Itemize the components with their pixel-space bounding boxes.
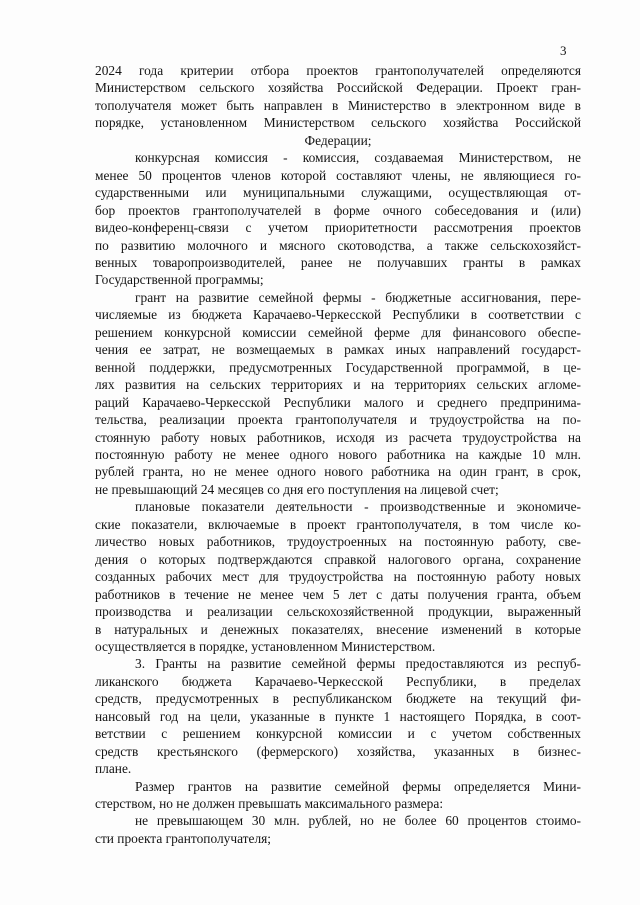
- page-number: 3: [560, 43, 567, 58]
- text-line: порядке, установленном Министерством сельского хозяйства Российской: [95, 115, 581, 131]
- paragraph-first-line: конкурсная комиссия - комиссия, создаваемая Министерством, не: [135, 150, 581, 166]
- paragraph-first-line: плановые показатели деятельности - производственные и экономиче-: [135, 499, 581, 515]
- text-line: чения ее затрат, не возмещаемых в рамках иных направлений государст-: [95, 342, 581, 358]
- text-line: стоянную работу новых работников, исходя из расчета трудоустройства на: [95, 429, 581, 445]
- text-line: ликанского бюджета Карачаево-Черкесской Республики, в пределах: [95, 673, 581, 689]
- text-line: венных товаропроизводителей, ранее не получавших гранты в рамках: [95, 254, 581, 270]
- text-line: стерством, но не должен превышать максимального размера:: [95, 796, 444, 812]
- text-line: венной поддержки, предусмотренных Государственной программой, в це-: [95, 359, 581, 375]
- text-line: созданных рабочих мест для трудоустройства на постоянную работу новых: [95, 569, 581, 585]
- text-line: Государственной программы;: [95, 272, 264, 288]
- text-line: по развитию молочного и мясного скотоводства, а также сельскохозяйст-: [95, 237, 581, 253]
- document-body: [95, 62, 581, 847]
- text-line: сти проекта грантополучателя;: [95, 830, 272, 846]
- text-line: плане.: [95, 761, 132, 777]
- text-line: ветствии с решением конкурсной комиссии и с учетом собственных: [95, 726, 581, 742]
- paragraph-first-line: 3. Гранты на развитие семейной фермы предоставляются из респуб-: [135, 656, 581, 672]
- text-line: нансовый год на цели, указанные в пункте 1 настоящего Порядка, в соот-: [95, 708, 581, 724]
- paragraph-first-line: Размер грантов на развитие семейной фермы определяется Мини-: [135, 778, 581, 794]
- text-line: Министерством сельского хозяйства Российской Федерации. Проект гран-: [95, 80, 581, 96]
- text-line: тельства, реализации проекта грантополучателя и трудоустройства на по-: [95, 412, 581, 428]
- text-line: осуществляется в порядке, установленном Министерством.: [95, 638, 436, 654]
- text-line: средств крестьянского (фермерского) хозяйства, указанных в бизнес-: [95, 743, 581, 759]
- text-line: рублей гранта, но не менее одного нового работника на один грант, в срок,: [95, 464, 581, 480]
- text-line: видео-конференц-связи с учетом приоритетности рассмотрения проектов: [95, 220, 581, 236]
- text-line: сударственными или муниципальными служащими, осуществляющая от-: [95, 185, 581, 201]
- text-line: менее 50 процентов членов которой составляют члены, не являющиеся го-: [95, 167, 581, 183]
- paragraph-first-line: грант на развитие семейной фермы - бюджетные ассигнования, пере-: [135, 289, 581, 305]
- text-line: 2024 года критерии отбора проектов грантополучателей определяются: [95, 63, 581, 78]
- text-line: Федерации;: [304, 132, 372, 148]
- paragraph-first-line: не превышающем 30 млн. рублей, но не более 60 процентов стоимо-: [135, 813, 581, 829]
- text-line: числяемые из бюджета Карачаево-Черкесской Республики в соответствии с: [95, 307, 581, 323]
- text-line: в натуральных и денежных показателях, внесение изменений в которые: [95, 621, 581, 637]
- text-line: постоянную работу не менее одного нового работника на каждые 10 млн.: [95, 446, 581, 462]
- text-line: тополучателя может быть направлен в Министерство в электронном виде в: [95, 97, 581, 113]
- text-line: ские показатели, включаемые в проект грантополучателя, в том числе ко-: [95, 516, 581, 532]
- text-line: решением конкурсной комиссии семейной ферме для финансового обеспе-: [95, 324, 581, 340]
- text-line: раций Карачаево-Черкесской Республики малого и среднего предпринима-: [95, 394, 581, 410]
- text-line: средств, предусмотренных в республиканском бюджете на текущий фи-: [95, 691, 581, 707]
- text-line: бор проектов грантополучателей в форме очного собеседования и (или): [95, 202, 581, 218]
- text-line: лях развития на сельских территориях и на территориях сельских агломе-: [95, 377, 581, 393]
- text-line: дения о которых подтверждаются справкой налогового органа, сохранение: [95, 551, 581, 567]
- text-line: не превышающий 24 месяцев со дня его поступления на лицевой счет;: [95, 481, 499, 497]
- text-line: личество новых работников, трудоустроенных на постоянную работу, све-: [95, 534, 581, 550]
- text-line: производства и реализации сельскохозяйственной продукции, выраженный: [95, 604, 581, 620]
- text-line: работников в течение не менее чем 5 лет с даты получения гранта, объем: [95, 586, 581, 602]
